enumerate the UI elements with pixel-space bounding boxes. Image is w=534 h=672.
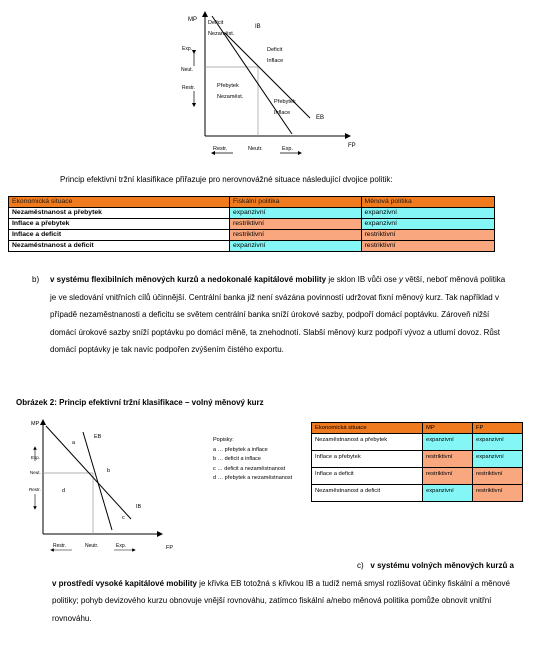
- region-top-left-2: Nezaměst.: [208, 31, 235, 37]
- cell-situation: Nezaměstnanost a přebytek: [312, 434, 423, 451]
- caption-1: Princip efektivní tržní klasifikace přiřazuje pro nerovnovážné situace následující dvojice politik:: [60, 175, 393, 184]
- policy-table-1: [8, 196, 495, 252]
- paragraph-c: [52, 557, 514, 627]
- region-a: a: [72, 440, 76, 446]
- header-situation: Ekonomická situace: [312, 423, 423, 434]
- cell-situation: Nezaměstnanost a deficit: [312, 485, 423, 502]
- legend-item: a … přebytek a inflace: [213, 446, 268, 453]
- cell-monetary: expanzivní: [361, 219, 494, 230]
- cell-situation: Inflace a deficit: [312, 468, 423, 485]
- table-row: [9, 208, 495, 219]
- table-row: [312, 451, 523, 468]
- y-axis-label: MP: [31, 421, 40, 427]
- header-monetary: Měnová politika: [361, 197, 494, 208]
- table-header-row: [312, 423, 523, 434]
- eb-curve: [225, 33, 310, 118]
- cell-fiscal: expanzivní: [230, 241, 362, 252]
- x-tick-neutr: Neutr.: [85, 543, 99, 549]
- cell-fp: expanzivní: [473, 451, 523, 468]
- figure-1-diagram: [170, 8, 360, 168]
- paragraph-b-italic: y: [399, 275, 404, 284]
- cell-fp: expanzivní: [473, 434, 523, 451]
- cell-monetary: restriktivní: [361, 230, 494, 241]
- cell-situation: Nezaměstnanost a přebytek: [9, 208, 230, 219]
- policy-table-2: [311, 422, 523, 502]
- region-c: c: [122, 515, 125, 521]
- header-fp: FP: [473, 423, 523, 434]
- paragraph-c-bold-2: v prostředí vysoké kapitálové mobility: [52, 578, 197, 588]
- x-tick-restr: Restr.: [53, 543, 67, 549]
- region-top-left-1: Deficit: [208, 20, 224, 26]
- region-mid-left-2: Nezaměst.: [217, 94, 244, 100]
- cell-fiscal: expanzivní: [230, 208, 362, 219]
- cell-monetary: restriktivní: [361, 241, 494, 252]
- table-row: [9, 241, 495, 252]
- cell-mp: expanzivní: [423, 485, 473, 502]
- region-top-right-2: Inflace: [267, 58, 284, 64]
- region-bottom-right-1: Přebytek: [274, 99, 296, 105]
- figure-2-legend: [213, 436, 292, 484]
- table-row: [312, 468, 523, 485]
- paragraph-b-text-2: větší, neboť měnová politika je ve sledování vnitřních cílů účinnější. Centrální banka již není svázána povinností udržovat fixní měnový kurz. Tak například v případě nezaměstnanosti a deficitu se světem centrální banka sníží úrokové sazby, podpoří domácí poptávku. Zároveň nižší domácí úrokové sazby sníží poptávku po domácí měně, ta znehodnotí. Slabší měnový kurz podpoří vývoz a utlumí dovoz. Růst domácí poptávky je tak navíc podpořen zvýšením čistého exportu.: [50, 275, 506, 354]
- legend-item: b … deficit a inflace: [213, 456, 261, 462]
- y-tick-restr: Restr.: [29, 487, 41, 492]
- ib-curve: [46, 426, 131, 519]
- paragraph-c-bold-1: v systému volných měnových kurzů a: [370, 561, 514, 570]
- table-row: [312, 485, 523, 502]
- cell-fp: restriktivní: [473, 468, 523, 485]
- figure-2-title: Obrázek 2: Princip efektivní tržní klasifikace – volný měnový kurz: [16, 398, 264, 407]
- eb-curve: [83, 432, 112, 530]
- cell-mp: restriktivní: [423, 468, 473, 485]
- region-top-right-1: Deficit: [267, 47, 283, 53]
- cell-fiscal: restriktivní: [230, 219, 362, 230]
- x-axis-label: FP: [348, 143, 356, 149]
- paragraph-b-lead: v systému flexibilních měnových kurzů a nedokonalé kapitálové mobility: [50, 275, 327, 284]
- cell-situation: Inflace a přebytek: [312, 451, 423, 468]
- eb-label: EB: [316, 115, 325, 121]
- y-axis-label: MP: [188, 17, 197, 23]
- ib-label: IB: [255, 24, 261, 30]
- paragraph-b: [32, 271, 508, 359]
- cell-situation: Inflace a deficit: [9, 230, 230, 241]
- table-header-row: [9, 197, 495, 208]
- y-tick-neut: Neut.: [181, 67, 193, 73]
- region-b: b: [107, 468, 111, 474]
- table-row: [9, 230, 495, 241]
- figure-2-diagram: [10, 416, 185, 556]
- ib-label: IB: [136, 504, 142, 510]
- cell-fiscal: restriktivní: [230, 230, 362, 241]
- cell-mp: restriktivní: [423, 451, 473, 468]
- legend-item: c … deficit a nezaměstnanost: [213, 465, 286, 472]
- y-tick-restr: Restr.: [182, 85, 196, 91]
- cell-situation: Nezaměstnanost a deficit: [9, 241, 230, 252]
- x-tick-exp: Exp.: [282, 146, 294, 152]
- paragraph-b-text: [50, 271, 508, 359]
- x-tick-neutr: Neutr.: [248, 146, 263, 152]
- x-tick-exp: Exp.: [116, 543, 127, 549]
- region-bottom-right-2: Inflace: [274, 110, 291, 116]
- paragraph-c-first-line: [52, 557, 514, 575]
- x-axis-label: FP: [166, 545, 174, 551]
- list-label-c: c): [357, 561, 364, 570]
- legend-title: Popisky:: [213, 437, 234, 443]
- cell-situation: Inflace a přebytek: [9, 219, 230, 230]
- header-mp: MP: [423, 423, 473, 434]
- table-row: [9, 219, 495, 230]
- header-situation: Ekonomická situace: [9, 197, 230, 208]
- legend-item: d … přebytek a nezaměstnanost: [213, 475, 293, 481]
- table-row: [312, 434, 523, 451]
- paragraph-b-text-1: je sklon IB vůči ose: [326, 275, 400, 284]
- cell-mp: expanzivní: [423, 434, 473, 451]
- eb-label: EB: [94, 434, 102, 440]
- y-tick-neut: Neut.: [30, 470, 41, 475]
- cell-monetary: expanzivní: [361, 208, 494, 219]
- paragraph-c-text: je křivka EB totožná s křivkou IB a tudíž nemá smysl rozlišovat účinky fiskální a měnové politiky; pohyb devizového kurzu obnovuje vnější rovnováhu, zatímco fiskální a/nebo měnová politika pomůže obnovit vnitřní rovnováhu.: [52, 578, 510, 623]
- region-d: d: [62, 488, 66, 494]
- region-mid-left-1: Přebytek: [217, 83, 239, 89]
- y-tick-exp: Exp.: [182, 46, 193, 52]
- header-fiscal: Fiskální politika: [230, 197, 362, 208]
- x-tick-restr: Restr.: [213, 146, 228, 152]
- list-label-b: b): [32, 275, 40, 284]
- y-tick-exp: Exp.: [31, 455, 41, 460]
- cell-fp: restriktivní: [473, 485, 523, 502]
